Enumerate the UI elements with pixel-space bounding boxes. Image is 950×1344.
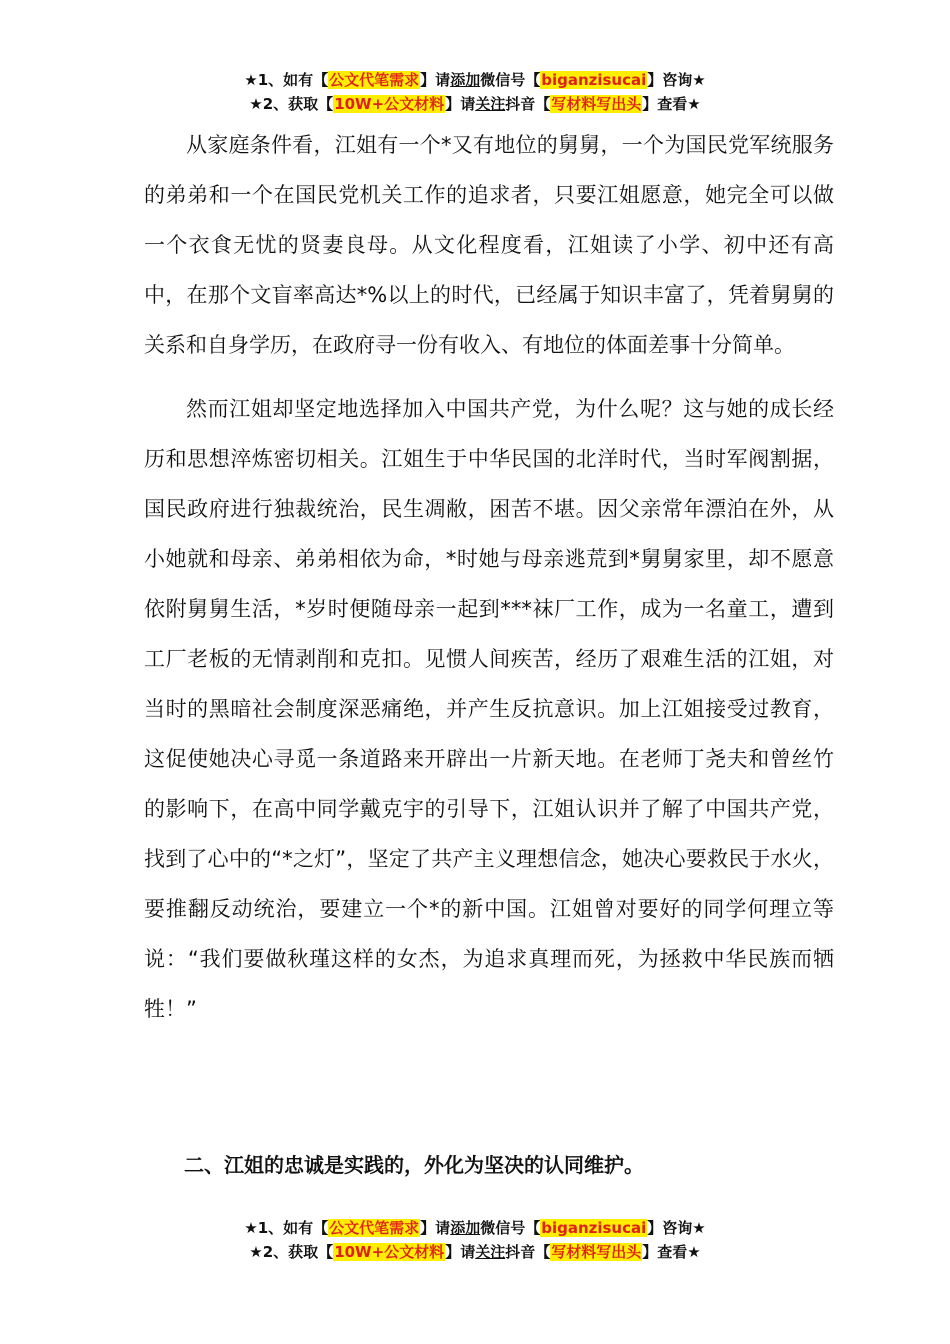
banner-text: 】查看★ [642, 1243, 701, 1261]
underlined-word: 添加 [450, 1219, 481, 1237]
highlight-douyin-id: 写材料写出头 [551, 95, 642, 113]
highlight-service: 公文代笔需求 [329, 1219, 420, 1237]
highlight-douyin-id: 写材料写出头 [551, 1243, 642, 1261]
banner-line-2 [0, 92, 950, 116]
banner-text: 】咨询★ [647, 1219, 706, 1237]
underlined-word: 关注 [475, 1243, 506, 1261]
banner-text: ★2、获取【 [249, 95, 334, 113]
banner-text: ★1、如有【 [244, 71, 329, 89]
banner-text: 】咨询★ [647, 71, 706, 89]
banner-text: 抖音【 [505, 1243, 551, 1261]
header-banner [0, 68, 950, 116]
highlight-materials: 10W+公文材料 [334, 95, 445, 113]
paragraph-growth-experience: 然而江姐却坚定地选择加入中国共产党，为什么呢？这与她的成长经历和思想淬炼密切相关。江姐生于中华民国的北洋时代，当时军阀割据，国民政府进行独裁统治，民生凋敝，困苦不堪。因父亲常年漂泊在外，从小她就和母亲、弟弟相依为命，*时她与母亲逃荒到*舅舅家里，却不愿意依附舅舅生活，*岁时便随母亲一起到***袜厂工作，成为一名童工，遭到工厂老板的无情剥削和克扣。见惯人间疾苦，经历了艰难生活的江姐，对当时的黑暗社会制度深恶痛绝，并产生反抗意识。加上江姐接受过教育，这促使她决心寻觅一条道路来开辟出一片新天地。在老师丁尧夫和曾丝竹的影响下，在高中同学戴克宇的引导下，江姐认识并了解了中国共产党，找到了心中的“*之灯”，坚定了共产主义理想信念，她决心要救民于水火，要推翻反动统治，要建立一个*的新中国。江姐曾对要好的同学何理立等说：“我们要做秋瑾这样的女杰，为追求真理而死，为拯救中华民族而牺牲！” [144, 397, 834, 1021]
section-heading: 二、江姐的忠诚是实践的，外化为坚决的认同维护。 [184, 1153, 644, 1177]
banner-text: ★2、获取【 [249, 1243, 334, 1261]
banner-text: 微信号【 [480, 1219, 541, 1237]
banner-text: 】请 [420, 71, 451, 89]
highlight-service: 公文代笔需求 [329, 71, 420, 89]
banner-text: 微信号【 [480, 71, 541, 89]
banner-text: ★1、如有【 [244, 1219, 329, 1237]
highlight-wechat-id: biganzisucai [541, 71, 647, 89]
banner-line-1 [0, 1216, 950, 1240]
banner-text: 抖音【 [505, 95, 551, 113]
banner-line-2 [0, 1240, 950, 1264]
banner-text: 】查看★ [642, 95, 701, 113]
highlight-materials: 10W+公文材料 [334, 1243, 445, 1261]
highlight-wechat-id: biganzisucai [541, 1219, 647, 1237]
paragraph-family-background: 从家庭条件看，江姐有一个*又有地位的舅舅，一个为国民党军统服务的弟弟和一个在国民党机关工作的追求者，只要江姐愿意，她完全可以做一个衣食无忧的贤妻良母。从文化程度看，江姐读了小学、初中还有高中，在那个文盲率高达*%以上的时代，已经属于知识丰富了，凭着舅舅的关系和自身学历，在政府寻一份有收入、有地位的体面差事十分简单。 [144, 133, 834, 357]
banner-line-1 [0, 68, 950, 92]
underlined-word: 添加 [450, 71, 481, 89]
underlined-word: 关注 [475, 95, 506, 113]
banner-text: 】请 [420, 1219, 451, 1237]
body-content [144, 120, 834, 1034]
footer-banner [0, 1216, 950, 1264]
banner-text: 】请 [445, 95, 476, 113]
banner-text: 】请 [445, 1243, 476, 1261]
